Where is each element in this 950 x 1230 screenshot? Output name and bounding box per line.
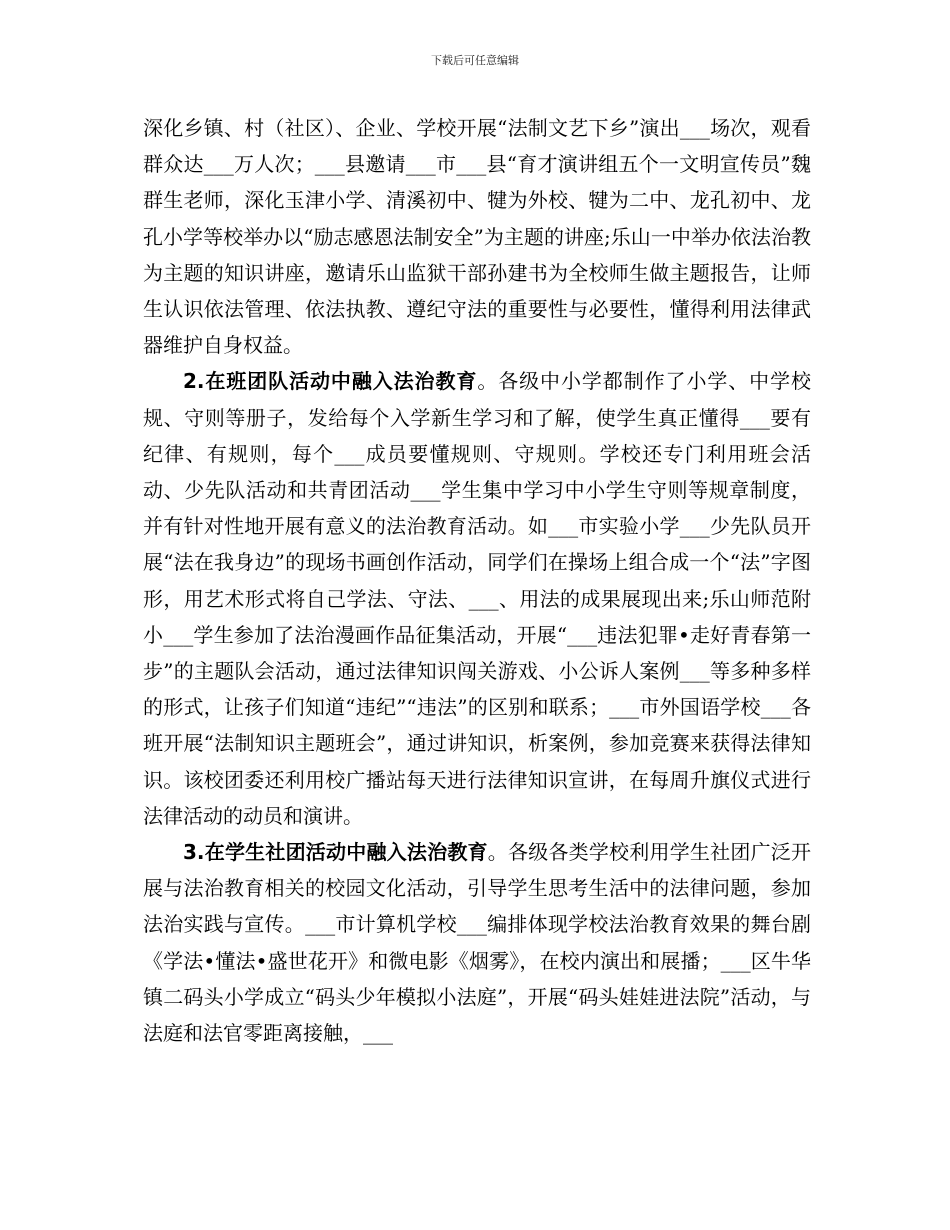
section-heading-3: 3.在学生社团活动中融入法治教育: [183, 840, 488, 865]
document-body: [143, 110, 811, 1051]
paragraph-1: [143, 110, 811, 363]
paragraph-1-body: 深化乡镇、村（社区）、企业、学校开展“法制文艺下乡”演出___场次，观看群众达___万人次；___县邀请___市___县“育才演讲组五个一文明宣传员”魏群生老师，深化玉津小学、清溪初中、犍为外校、犍为二中、龙孔初中、龙孔小学等校举办以“励志感恩法制安全”为主题的讲座;乐山一中举办依法治教为主题的知识讲座，邀请乐山监狱干部孙建书为全校师生做主题报告，让师生认识依法管理、依法执教、遵纪守法的重要性与必要性，懂得利用法律武器维护自身权益。: [143, 116, 811, 358]
section-heading-2: 2.在班团队活动中融入法治教育: [183, 369, 478, 394]
paragraph-3-body: 。各级各类学校利用学生社团广泛开展与法治教育相关的校园文化活动，引导学生思考生活中的法律问题，参加法治实践与宣传。___市计算机学校___编排体现学校法治教育效果的舞台剧《学法•懂法•盛世花开》和微电影《烟雾》，在校内演出和展播；___区牛华镇二码头小学成立“码头少年模拟小法庭”，开展“码头娃娃进法院”活动，与法庭和法官零距离接触，___: [143, 840, 812, 1046]
paragraph-2-body: 。各级中小学都制作了小学、中学校规、守则等册子，发给每个入学新生学习和了解，使学生真正懂得___要有纪律、有规则，每个___成员要懂规则、守规则。学校还专门利用班会活动、少先队活动和共青团活动___学生集中学习中小学生守则等规章制度，并有针对性地开展有意义的法治教育活动。如___市实验小学___少先队员开展“法在我身边”的现场书画创作活动，同学们在操场上组合成一个“法”字图形，用艺术形式将自己学法、守法、___、用法的成果展现出来;乐山师范附小___学生参加了法治漫画作品征集活动，开展“___违法犯罪•走好青春第一步”的主题队会活动，通过法律知识闯关游戏、小公诉人案例___等多种多样的形式，让孩子们知道“违纪”“违法”的区别和联系；___市外国语学校___各班开展“法制知识主题班会”，通过讲知识，析案例，参加竞赛来获得法律知识。该校团委还利用校广播站每天进行法律知识宣讲，在每周升旗仪式进行法律活动的动员和演讲。: [143, 369, 812, 828]
paragraph-3: [143, 834, 811, 1051]
paragraph-2: [143, 363, 811, 834]
page-header: 下载后可任意编辑: [431, 54, 519, 67]
